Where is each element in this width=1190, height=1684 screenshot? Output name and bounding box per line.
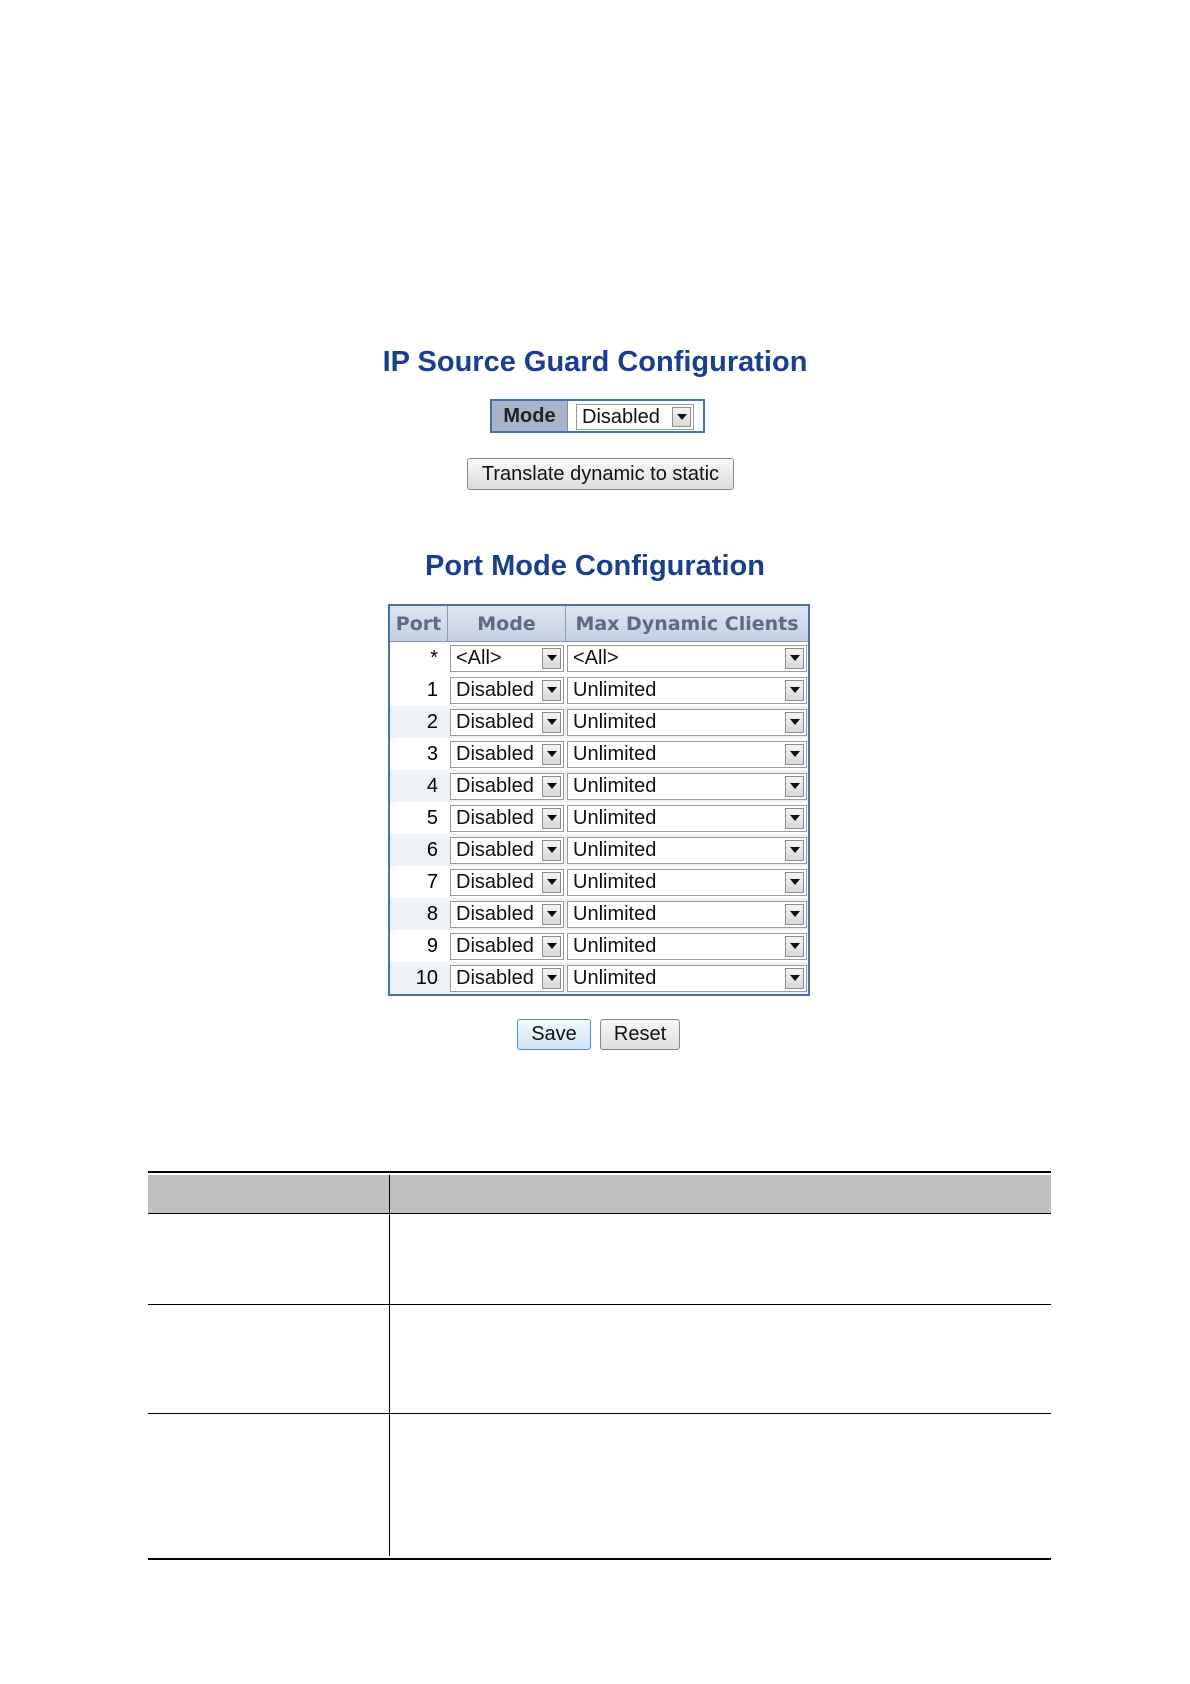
table-row xyxy=(390,866,808,898)
port-cell: 3 xyxy=(426,742,438,765)
select-value: Unlimited xyxy=(573,742,657,765)
port-cell: 2 xyxy=(426,710,438,733)
select-value: Disabled xyxy=(456,678,534,701)
translate-dynamic-to-static-button[interactable]: Translate dynamic to static xyxy=(467,458,734,490)
parameter-description-table xyxy=(148,1171,1051,1560)
mode-select[interactable] xyxy=(450,837,564,864)
max-clients-select[interactable] xyxy=(567,837,807,864)
save-button[interactable]: Save xyxy=(517,1019,591,1050)
mode-select[interactable] xyxy=(450,741,564,768)
chevron-down-icon[interactable] xyxy=(785,680,804,701)
header-port: Port xyxy=(390,606,448,641)
reset-button[interactable]: Reset xyxy=(600,1019,680,1050)
select-value: Unlimited xyxy=(573,838,657,861)
max-clients-select[interactable] xyxy=(567,741,807,768)
max-clients-select[interactable] xyxy=(567,901,807,928)
port-cell: 1 xyxy=(426,678,438,701)
chevron-down-icon[interactable] xyxy=(785,712,804,733)
chevron-down-icon[interactable] xyxy=(542,712,561,733)
chevron-down-icon[interactable] xyxy=(785,808,804,829)
max-clients-select[interactable] xyxy=(567,965,807,992)
table-row xyxy=(390,898,808,930)
select-value: Disabled xyxy=(456,902,534,925)
port-cell: 4 xyxy=(426,774,438,797)
chevron-down-icon[interactable] xyxy=(542,808,561,829)
table-top-rule xyxy=(148,1171,1051,1173)
chevron-down-icon[interactable] xyxy=(542,840,561,861)
chevron-down-icon[interactable] xyxy=(785,904,804,925)
table-row xyxy=(390,834,808,866)
table-row xyxy=(390,962,808,994)
max-clients-select-all[interactable] xyxy=(567,645,807,672)
chevron-down-icon[interactable] xyxy=(542,936,561,957)
port-cell: 5 xyxy=(426,806,438,829)
select-value: Disabled xyxy=(456,870,534,893)
table-row xyxy=(148,1214,1051,1305)
mode-select[interactable] xyxy=(450,901,564,928)
port-cell: 6 xyxy=(426,838,438,861)
select-value: Disabled xyxy=(456,838,534,861)
select-value: <All> xyxy=(456,646,502,669)
select-value: Unlimited xyxy=(573,902,657,925)
select-value: Unlimited xyxy=(573,934,657,957)
mode-select[interactable] xyxy=(450,805,564,832)
chevron-down-icon[interactable] xyxy=(785,840,804,861)
header-max-dynamic-clients: Max Dynamic Clients xyxy=(575,612,799,635)
select-value: Disabled xyxy=(456,806,534,829)
select-value: Disabled xyxy=(456,742,534,765)
chevron-down-icon[interactable] xyxy=(785,936,804,957)
mode-select[interactable] xyxy=(450,869,564,896)
max-clients-select[interactable] xyxy=(567,805,807,832)
port-mode-title: Port Mode Configuration xyxy=(425,550,765,582)
mode-label: Mode xyxy=(492,401,568,431)
chevron-down-icon[interactable] xyxy=(785,968,804,989)
table-row xyxy=(390,674,808,706)
header-description-cell xyxy=(390,1175,1051,1213)
chevron-down-icon[interactable] xyxy=(542,904,561,925)
description-cell xyxy=(390,1414,1051,1556)
chevron-down-icon[interactable] xyxy=(542,968,561,989)
port-cell: 8 xyxy=(426,902,438,925)
chevron-down-icon[interactable] xyxy=(542,776,561,797)
chevron-down-icon[interactable] xyxy=(785,648,804,669)
select-value: Unlimited xyxy=(573,710,657,733)
ip-source-guard-title: IP Source Guard Configuration xyxy=(382,346,808,378)
select-value: Unlimited xyxy=(573,678,657,701)
object-cell xyxy=(148,1414,390,1556)
header-object-cell xyxy=(148,1175,390,1213)
mode-select[interactable] xyxy=(450,773,564,800)
port-cell: 10 xyxy=(415,966,438,989)
description-cell xyxy=(390,1214,1051,1304)
mode-select-all[interactable] xyxy=(450,645,564,672)
select-value: Unlimited xyxy=(573,806,657,829)
chevron-down-icon[interactable] xyxy=(672,407,691,427)
table-row xyxy=(148,1414,1051,1556)
chevron-down-icon[interactable] xyxy=(542,680,561,701)
port-table-header xyxy=(390,606,808,642)
select-value: Unlimited xyxy=(573,966,657,989)
max-clients-select[interactable] xyxy=(567,933,807,960)
select-value: Unlimited xyxy=(573,870,657,893)
max-clients-select[interactable] xyxy=(567,773,807,800)
object-cell xyxy=(148,1214,390,1304)
table-row xyxy=(390,802,808,834)
select-value: Disabled xyxy=(456,774,534,797)
port-cell: * xyxy=(430,646,438,669)
port-cell: 9 xyxy=(426,934,438,957)
mode-select[interactable] xyxy=(450,965,564,992)
select-value: <All> xyxy=(573,646,619,669)
mode-select-value: Disabled xyxy=(582,405,660,428)
table-row-all xyxy=(390,642,808,674)
chevron-down-icon[interactable] xyxy=(542,744,561,765)
select-value: Disabled xyxy=(456,934,534,957)
max-clients-select[interactable] xyxy=(567,869,807,896)
select-value: Disabled xyxy=(456,710,534,733)
table-row xyxy=(390,930,808,962)
chevron-down-icon[interactable] xyxy=(542,648,561,669)
table-row xyxy=(390,738,808,770)
table-row xyxy=(148,1305,1051,1414)
max-clients-select[interactable] xyxy=(567,709,807,736)
description-table-header xyxy=(148,1175,1051,1214)
chevron-down-icon[interactable] xyxy=(785,744,804,765)
object-cell xyxy=(148,1305,390,1413)
mode-select[interactable] xyxy=(450,933,564,960)
select-value: Disabled xyxy=(456,966,534,989)
header-mode: Mode xyxy=(448,606,566,641)
table-row xyxy=(390,770,808,802)
mode-select[interactable] xyxy=(450,709,564,736)
max-clients-select[interactable] xyxy=(567,677,807,704)
chevron-down-icon[interactable] xyxy=(785,776,804,797)
port-cell: 7 xyxy=(426,870,438,893)
table-bottom-rule xyxy=(148,1558,1051,1560)
chevron-down-icon[interactable] xyxy=(542,872,561,893)
select-value: Unlimited xyxy=(573,774,657,797)
table-row xyxy=(390,706,808,738)
port-mode-table xyxy=(388,604,810,996)
mode-config-box xyxy=(490,399,705,433)
description-cell xyxy=(390,1305,1051,1413)
mode-select[interactable] xyxy=(576,404,694,430)
mode-select[interactable] xyxy=(450,677,564,704)
chevron-down-icon[interactable] xyxy=(785,872,804,893)
